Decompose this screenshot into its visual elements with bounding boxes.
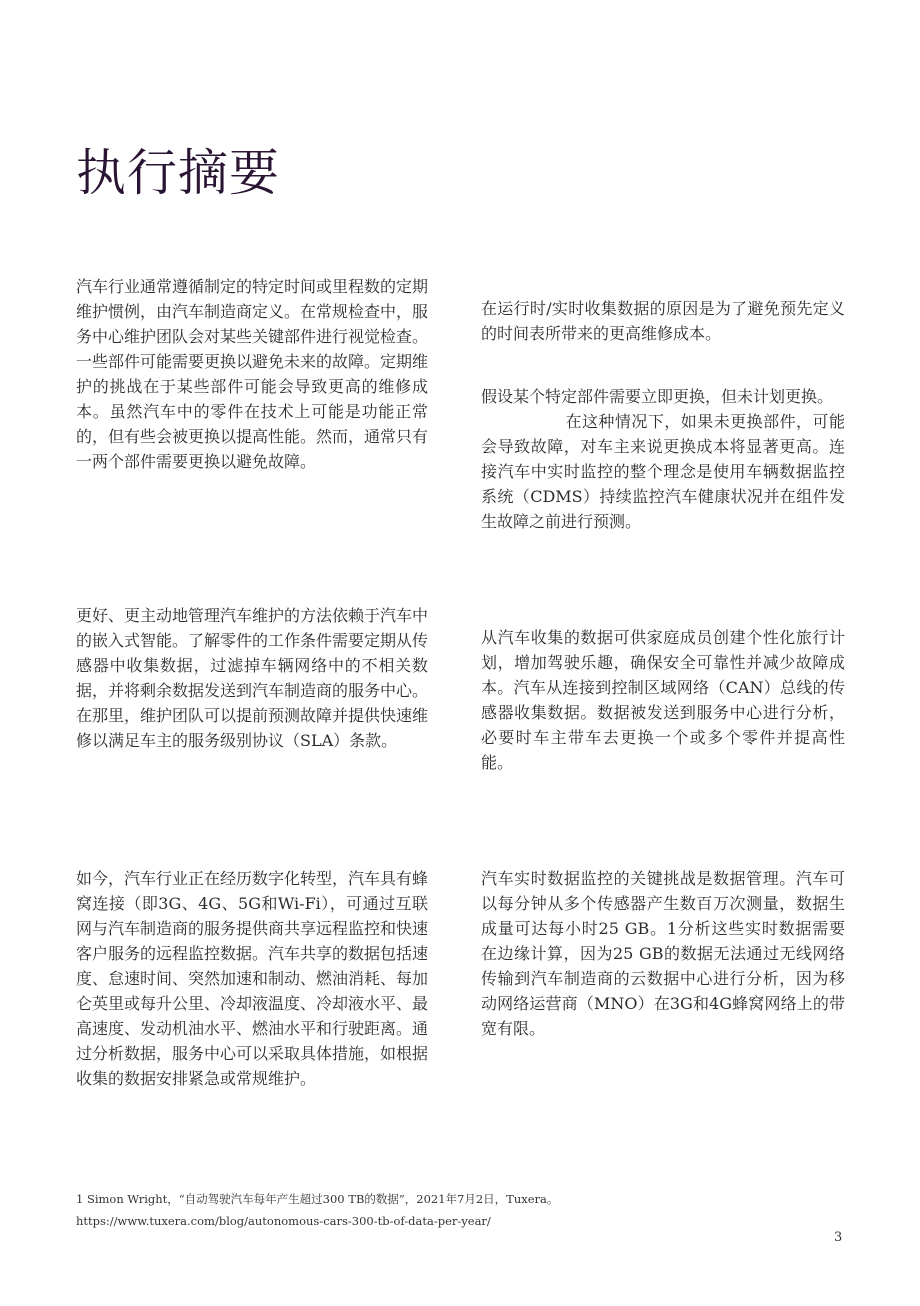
right-paragraph-2-second: 在这种情况下，如果未更换部件，可能会导致故障，对车主来说更换成本将显著更高。连接汽车中实时监控的整个理念是使用车辆数据监控系统（CDMS）持续监控汽车健康状况并在组件发生故障之前进行预测。 [481, 412, 845, 531]
right-paragraph-2-first: 假设某个特定部件需要立即更换，但未计划更换。 [481, 387, 834, 406]
right-paragraph-1: 在运行时/实时收集数据的原因是为了避免预先定义的时间表所带来的更高维修成本。 [481, 299, 845, 343]
left-paragraph-2: 更好、更主动地管理汽车维护的方法依赖于汽车中的嵌入式智能。了解零件的工作条件需要定期从传感器中收集数据，过滤掉车辆网络中的不相关数据，并将剩余数据发送到汽车制造商的服务中心。在那里，维护团队可以提前预测故障并提供快速维修以满足车主的服务级别协议（SLA）条款。 [76, 606, 429, 750]
right-paragraph-4: 汽车实时数据监控的关键挑战是数据管理。汽车可以每分钟从多个传感器产生数百万次测量，数据生成量可达每小时25 GB。1分析这些实时数据需要在边缘计算，因为25 GB的数据无法通过无线网络传输到汽车制造商的云数据中心进行分析，因为移动网络运营商（MNO）在3G和4G蜂窝网络上的带宽有限。 [481, 869, 845, 1038]
left-paragraph-3: 如今，汽车行业正在经历数字化转型，汽车具有蜂窝连接（即3G、4G、5G和Wi-Fi），可通过互联网与汽车制造商的服务提供商共享远程监控和快速客户服务的远程监控数据。汽车共享的数据包括速度、怠速时间、突然加速和制动、燃油消耗、每加仑英里或每升公里、冷却液温度、冷却液水平、最高速度、发动机油水平、燃油水平和行驶距离。通过分析数据，服务中心可以采取具体措施，如根据收集的数据安排紧急或常规维护。 [76, 869, 429, 1088]
footnote [76, 1188, 836, 1232]
right-paragraph-3: 从汽车收集的数据可供家庭成员创建个性化旅行计划，增加驾驶乐趣，确保安全可靠性并减少故障成本。汽车从连接到控制区域网络（CAN）总线的传感器收集数据。数据被发送到服务中心进行分析，必要时车主带车去更换一个或多个零件并提高性能。 [481, 628, 845, 772]
page-title: 执行摘要 [76, 144, 280, 202]
footnote-citation: 1 Simon Wright，“自动驾驶汽车每年产生超过300 TB的数据”，2021年7月2日，Tuxera。 [76, 1192, 559, 1206]
right-paragraph-2 [481, 384, 845, 534]
footnote-url[interactable]: https://www.tuxera.com/blog/autonomous-cars-300-tb-of-data-per-year/ [76, 1214, 491, 1228]
left-paragraph-1: 汽车行业通常遵循制定的特定时间或里程数的定期维护惯例，由汽车制造商定义。在常规检查中，服务中心维护团队会对某些关键部件进行视觉检查。一些部件可能需要更换以避免未来的故障。定期维护的挑战在于某些部件可能会导致更高的维修成本。虽然汽车中的零件在技术上可能是功能正常的，但有些会被更换以提高性能。然而，通常只有一两个部件需要更换以避免故障。 [76, 277, 429, 471]
page-number: 3 [834, 1230, 843, 1245]
